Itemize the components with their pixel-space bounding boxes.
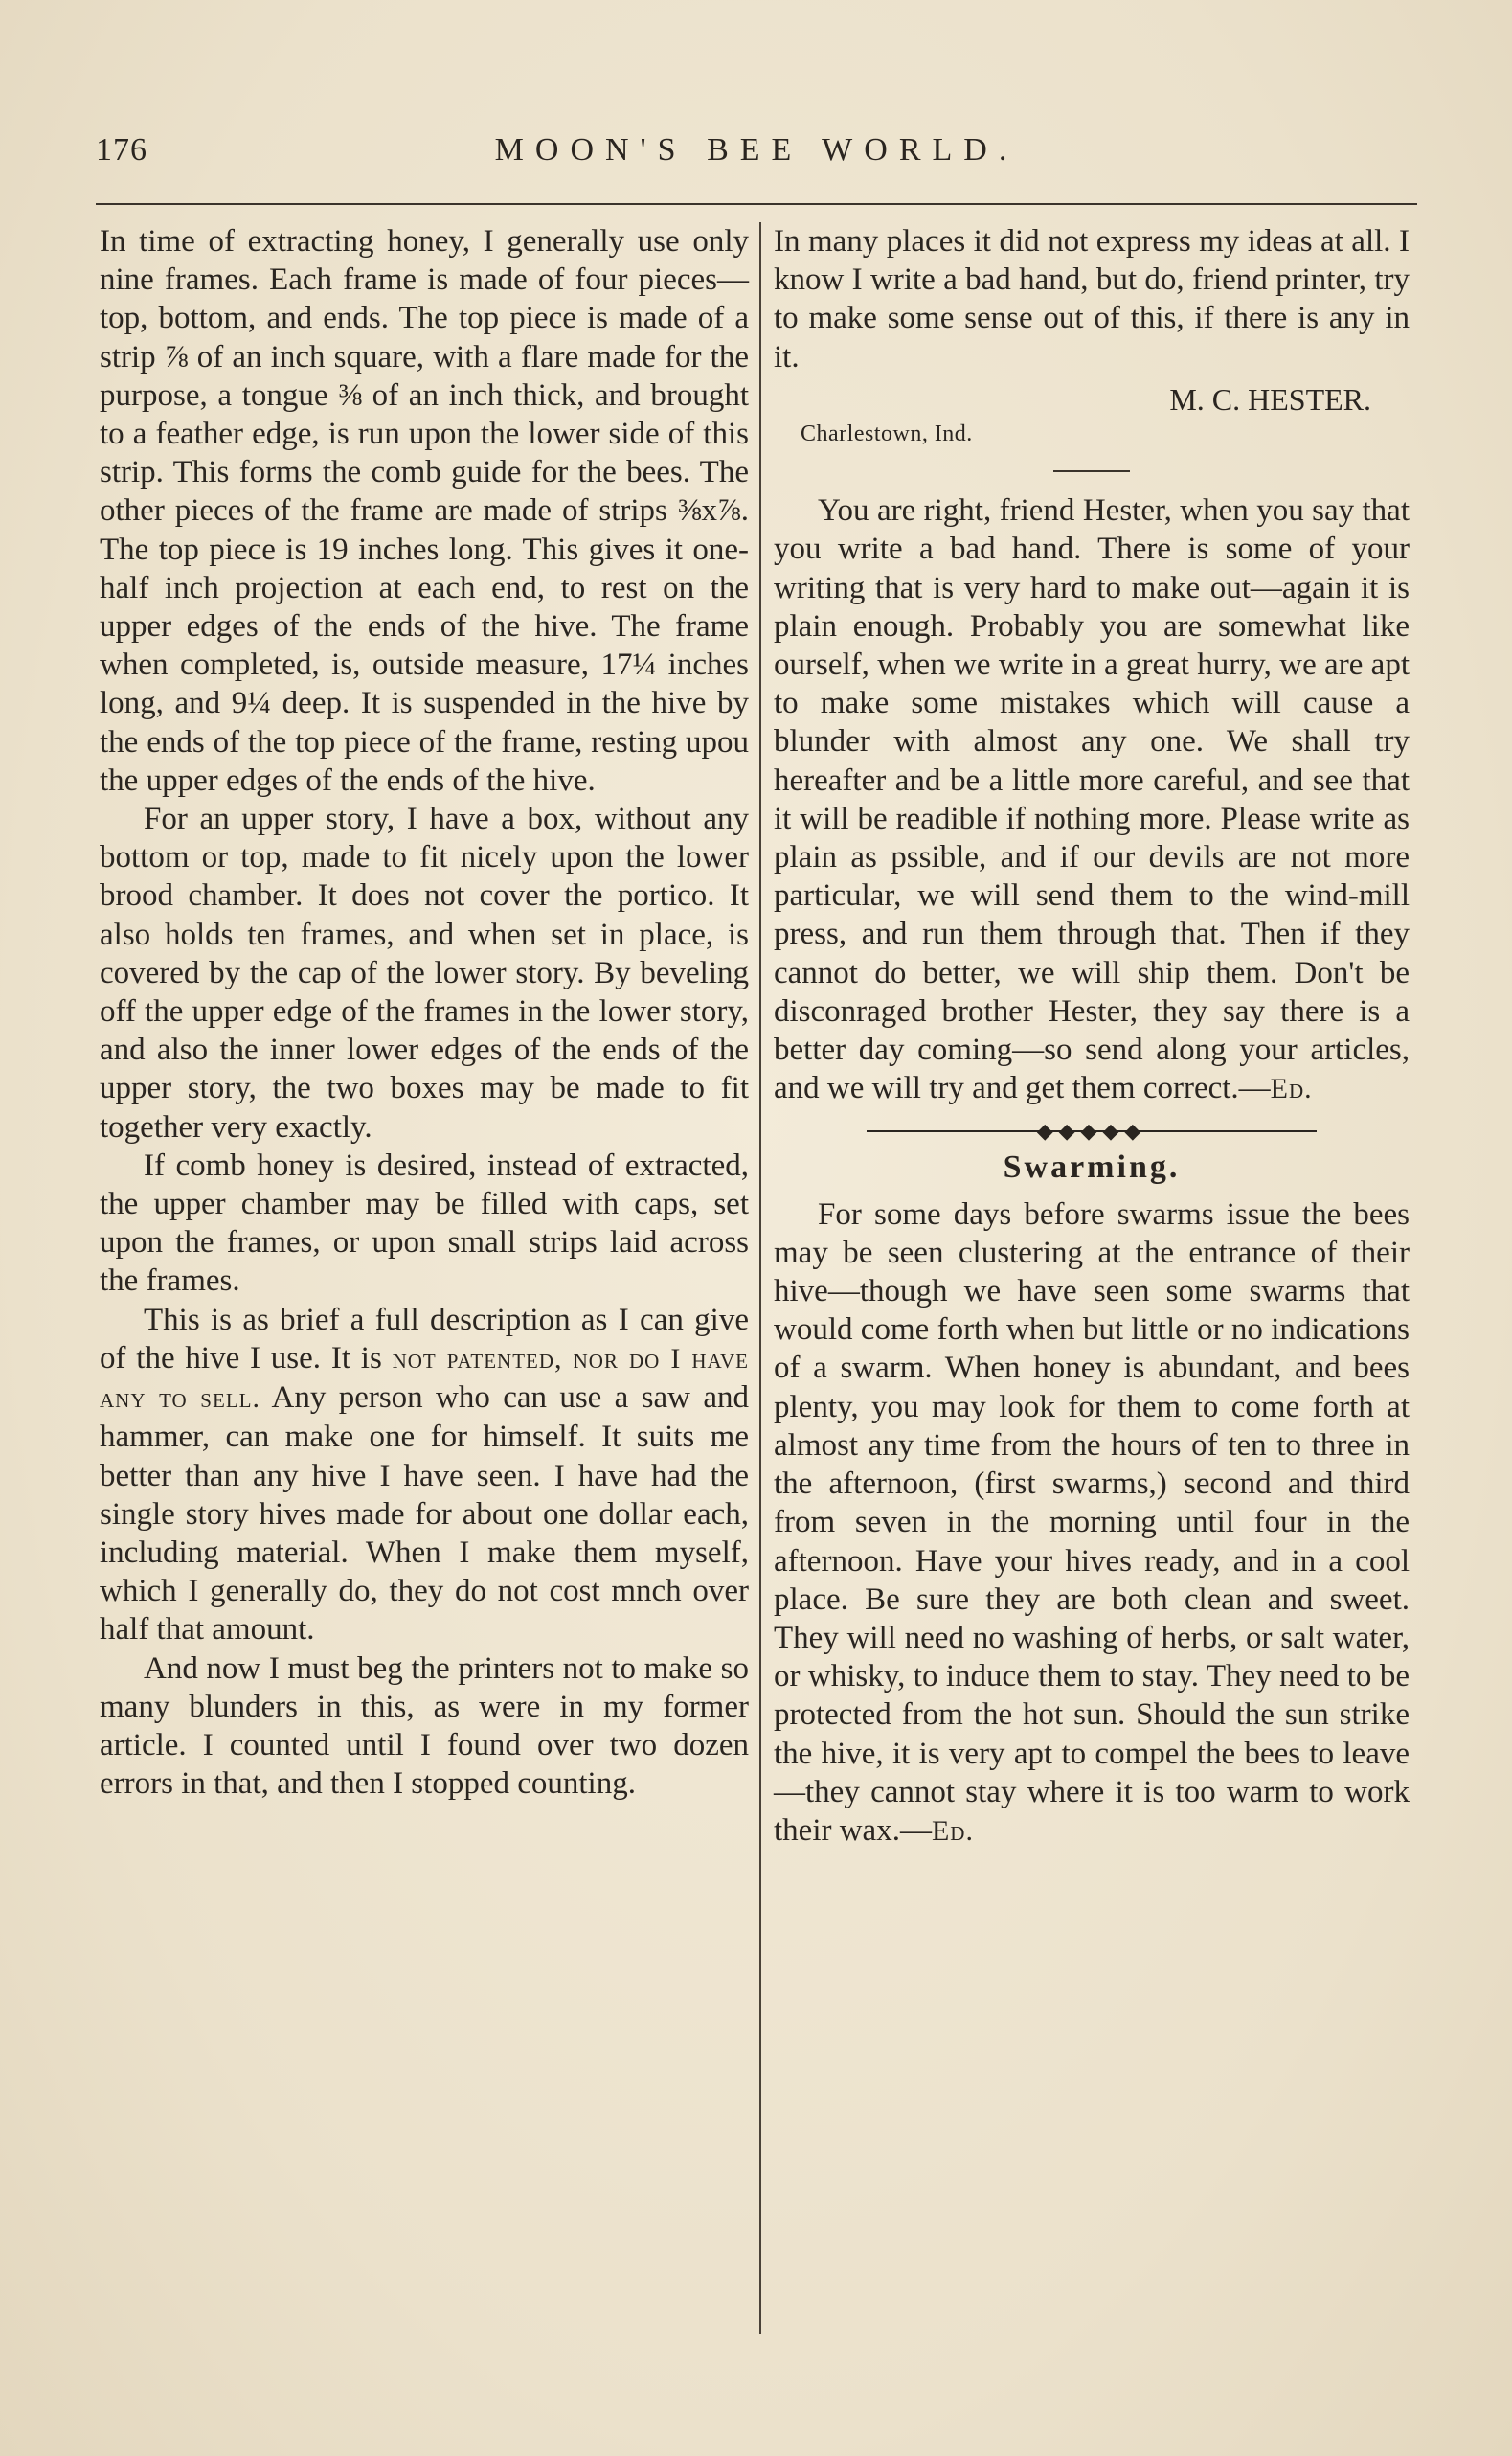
ornamental-divider xyxy=(867,1119,1317,1144)
left-column xyxy=(100,222,749,1803)
swarming-body: For some days before swarms issue the bees may be seen clustering at the entrance of their hive—though we have seen some swarms that would come forth when but little or no indications of a swarm. When honey is abundant, and bees plenty, you may look for them to come forth at almost any time from the hours of ten to three in the afternoon, (first swarms,) second and third from seven in the morning until four in the afternoon. Have your hives ready, and in a cool place. Be sure they are both clean and sweet. They will need no washing of herbs, or salt water, or whisky, to induce them to stay. They need to be protected from the hot sun. Should the sun strike the hive, it is very apt to compel the bees to leave—they cannot stay where it is too warm to work their wax.— xyxy=(774,1196,1410,1848)
author-place: Charlestown, Ind. xyxy=(801,421,973,447)
column-divider xyxy=(759,222,761,2334)
description-start: This is as brief a full description as I can give of the hive I use. It is xyxy=(100,1302,749,1376)
running-title: MOON'S BEE WORLD. xyxy=(494,132,1019,168)
editor-note xyxy=(774,491,1410,1108)
right-paragraph-continuation: In many places it did not express my ideas at all. I know I write a bad hand, but do, friend printer, try to make some sense out of this, if there is any in it. xyxy=(774,224,1410,375)
page-header xyxy=(96,132,1417,180)
left-paragraph-description xyxy=(100,1301,749,1649)
swarming-sign: Ed. xyxy=(931,1814,974,1847)
swarming-paragraph xyxy=(774,1195,1410,1851)
author-signature: M. C. HESTER. xyxy=(1169,381,1371,417)
section-title: Swarming. xyxy=(1003,1149,1181,1186)
short-divider xyxy=(1053,470,1130,472)
editor-note-body: You are right, friend Hester, when you say that you write a bad hand. There is some of your writing that is very hard to make out—again it is plain enough. Probably you are somewhat like ourself, when we write in a great hurry, we are apt to make some mistakes which will cause a blunder with almost any one. We shall try hereafter and be a little more careful, and see that it will be readible if nothing more. Please write as plain as pssible, and if our devils are not more particular, we will send them to the wind-mill press, and run them through that. Then if they cannot do better, we will ship them. Don't be disconraged brother Hester, they say there is a better day coming—so send along your articles, and we will try and get them correct.— xyxy=(774,493,1410,1106)
ornament-icon: ◆◆◆◆◆ xyxy=(1036,1119,1147,1144)
page-number: 176 xyxy=(96,132,147,168)
header-rule xyxy=(96,203,1417,205)
editor-note-sign: Ed. xyxy=(1270,1073,1313,1105)
left-paragraph-comb-honey: If comb honey is desired, instead of extracted, the upper chamber may be filled with caps, set upon the frames, or upon small strips laid across the frames. xyxy=(100,1148,749,1299)
left-paragraph-upper-story: For an upper story, I have a box, without any bottom or top, made to fit nicely upon the lower brood chamber. It does not cover the portico. It also holds ten frames, and when set in place, is covered by the cap of the lower story. By beveling off the upper edge of the frames in the lower story, and also the inner lower edges of the ends of the upper story, the two boxes may be made to fit together very exactly. xyxy=(100,802,749,1145)
left-paragraph-frames: In time of extracting honey, I generally use only nine frames. Each frame is made of four pieces—top, bottom, and ends. The top piece is made of a strip ⅞ of an inch square, with a flare made for the purpose, a tongue ⅜ of an inch thick, and brought to a feather edge, is run upon the lower side of this strip. This forms the comb guide for the bees. The other pieces of the frame are made of strips ⅜x⅞. The top piece is 19 inches long. This gives it one-half inch projection at each end, to rest on the upper edges of the ends of the hive. The frame when completed, is, outside measure, 17¼ inches long, and 9¼ deep. It is suspended in the hive by the ends of the top piece of the frame, resting upou the upper edges of the ends of the hive. xyxy=(100,224,749,798)
description-end: Any person who can use a saw and hammer, can make one for himself. It suits me better than any hive I have seen. I have had the single story hives made for about one dollar each, including material. When I make them myself, which I generally do, they do not cost mnch over half that amount. xyxy=(100,1380,749,1648)
left-paragraph-printers: And now I must beg the printers not to make so many blunders in this, as were in my former article. I counted until I found over two dozen errors in that, and then I stopped counting. xyxy=(100,1650,749,1802)
not-patented-text: not patented, nor do I have any to sell. xyxy=(100,1342,749,1415)
right-column xyxy=(774,222,1410,1851)
